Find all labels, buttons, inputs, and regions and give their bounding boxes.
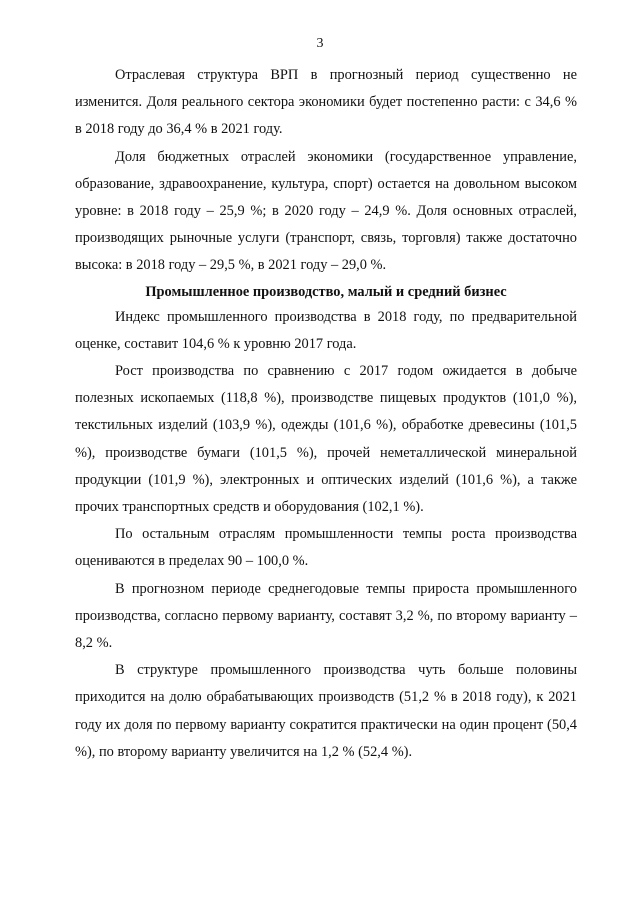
paragraph-vrp-structure: Отраслевая структура ВРП в прогнозный период существенно не изменится. Доля реального сектора экономики будет постепенно расти: с 34,6 % в 2018 году до 36,4 % в 2021 году.	[75, 67, 577, 138]
paragraph-manufacturing-share: В структуре промышленного производства чуть больше половины приходится на долю обрабатывающих производств (51,2 % в 2018 году), к 2021 году их доля по первому варианту сократится практически на один процент (50,4 %), по второму варианту увеличится на 1,2 % (52,4 %).	[75, 662, 577, 760]
paragraph-forecast-growth: В прогнозном периоде среднегодовые темпы прироста промышленного производства, согласно первому варианту, составят 3,2 %, по второму варианту – 8,2 %.	[75, 580, 577, 652]
paragraph-production-growth: Рост производства по сравнению с 2017 годом ожидается в добыче полезных ископаемых (118,8 %), производстве пищевых продуктов (101,0 %), текстильных изделий (103,9 %), одежды (101,6 %), обработке древесины (101,5 %), производстве бумаги (101,5 %), прочей неметаллической минеральной продукции (101,9 %), электронных и оптических изделий (101,6 %), а также прочих транспортных средств и оборудования (102,1 %).	[75, 363, 577, 516]
paragraph-industrial-index: Индекс промышленного производства в 2018 году, по предварительной оценке, составит 104,6 % к уровню 2017 года.	[75, 308, 577, 352]
paragraph-budget-sectors: Доля бюджетных отраслей экономики (государственное управление, образование, здравоохранение, культура, спорт) остается на довольном высоком уровне: в 2018 году – 25,9 %; в 2020 году – 24,9 %. Доля основных отраслей, производящих рыночные услуги (транспорт, связь, торговля) также достаточно высока: в 2018 году – 29,5 %, в 2021 году – 29,0 %.	[75, 148, 577, 274]
paragraph-other-sectors: По остальным отраслям промышленности темпы роста производства оцениваются в пределах 90 – 100,0 %.	[75, 526, 577, 570]
page-number: 3	[316, 36, 324, 51]
section-heading: Промышленное производство, малый и средний бизнес	[145, 283, 507, 300]
document-body	[75, 62, 577, 766]
